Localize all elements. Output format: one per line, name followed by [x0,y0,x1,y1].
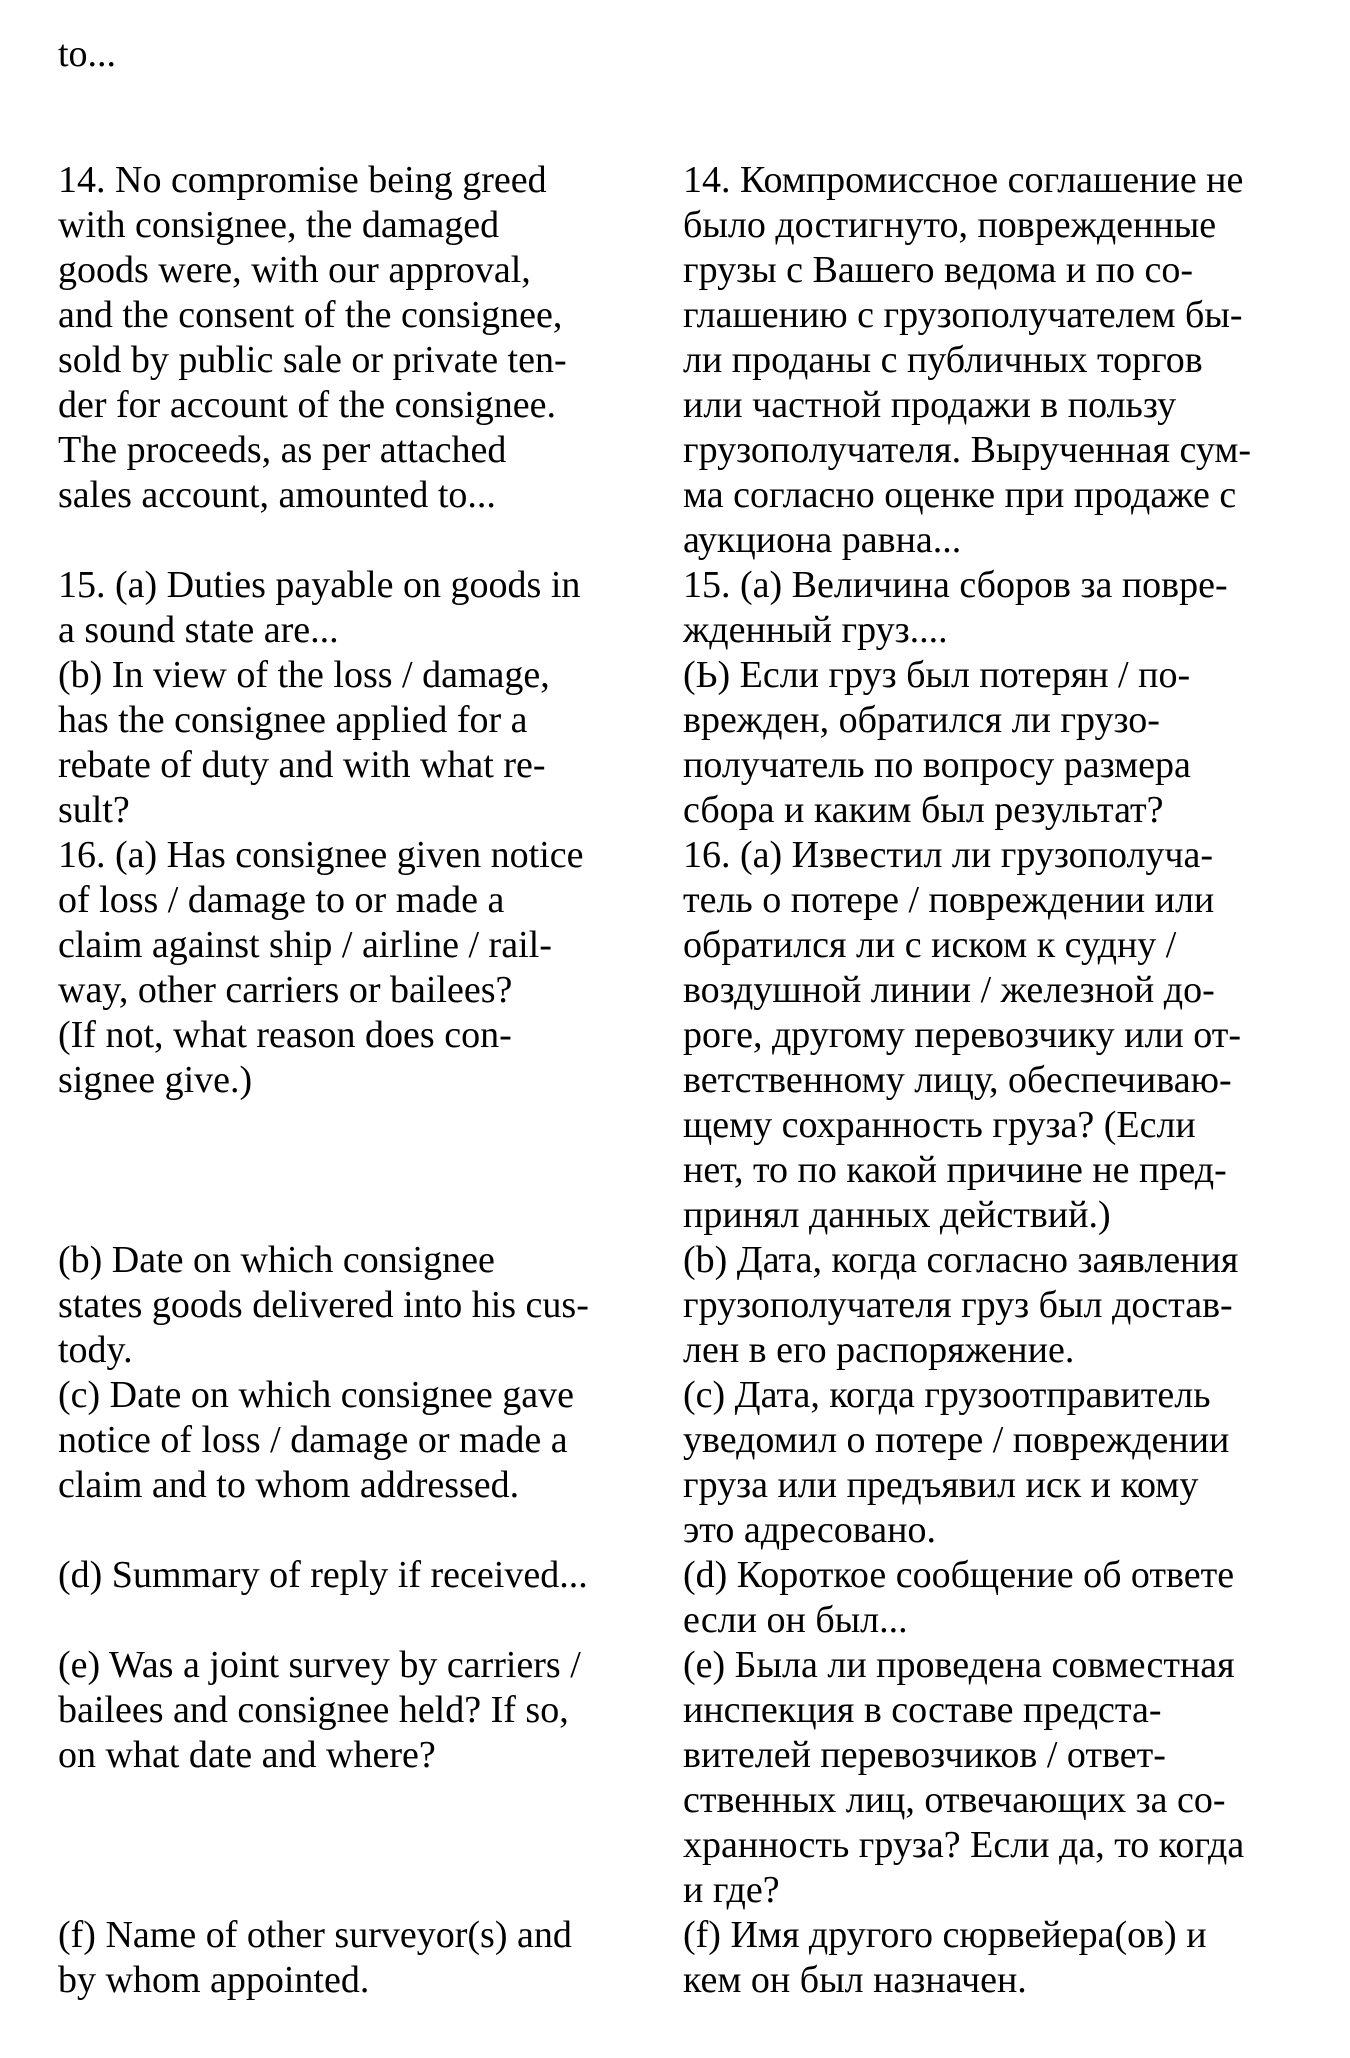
text-line: goods were, with our approval, [58,249,531,291]
text-line: claim against ship / airline / rail- [58,924,552,966]
text-line: грузополучателя груз был достав- [683,1284,1233,1326]
english-column [58,833,678,1103]
text-line: 14. No compromise being greed [58,159,547,201]
russian-column [683,563,1333,653]
text-line: 15. (а) Величина сборов за повре- [683,564,1228,606]
text-line: (d) Короткое сообщение об ответе [683,1554,1235,1596]
text-line: (с) Дата, когда грузоотправитель [683,1374,1211,1416]
text-line: инспекция в составе предста- [683,1689,1162,1731]
text-line: (f) Имя другого сюрвейера(ов) и [683,1914,1207,1956]
english-column [58,1373,678,1508]
text-line: sult? [58,789,130,831]
text-line: 15. (a) Duties payable on goods in [58,564,581,606]
russian-column [683,1643,1333,1913]
text-line: (Ь) Если груз был потерян / по- [683,654,1191,696]
text-line: грузы с Вашего ведома и по со- [683,249,1194,291]
text-line: states goods delivered into his cus- [58,1284,589,1326]
intro-text: to... [58,33,117,75]
text-line: тель о потере / повреждении или [683,879,1215,921]
text-line: ветственному лицу, обеспечиваю- [683,1059,1232,1101]
text-line: или частной продажи в пользу [683,384,1177,426]
text-line: (b) Date on which consignee [58,1239,495,1281]
text-line: щему сохранность груза? (Если [683,1104,1196,1146]
text-line: груза или предъявил иск и кому [683,1464,1199,1506]
text-line: (е) Была ли проведена совместная [683,1644,1235,1686]
text-line: (b) Дата, когда согласно заявления [683,1239,1239,1281]
text-line: обратился ли с иском к судну / [683,924,1177,966]
text-line: tody. [58,1329,133,1371]
text-line: 14. Компромиссное соглашение не [683,159,1244,201]
text-line: and the consent of the consignee, [58,294,563,336]
text-line: (c) Date on which consignee gave [58,1374,574,1416]
english-column [58,1238,678,1373]
text-line: notice of loss / damage or made a [58,1419,568,1461]
text-line: ственных лиц, отвечающих за со- [683,1779,1226,1821]
text-line: аукциона равна... [683,519,962,561]
text-line: way, other carriers or bailees? [58,969,513,1011]
text-line: with consignee, the damaged [58,204,500,246]
text-line: если он был... [683,1599,908,1641]
text-line: a sound state are... [58,609,339,651]
russian-column [683,1913,1333,2003]
text-line: глашению с грузополучателем бы- [683,294,1243,336]
russian-column [683,1238,1333,1373]
russian-column [683,1373,1333,1553]
text-line: роге, другому перевозчику или от- [683,1014,1242,1056]
text-line: уведомил о потере / повреждении [683,1419,1230,1461]
text-line: и где? [683,1869,780,1911]
text-line: bailees and consignee held? If so, [58,1689,569,1731]
text-line: ли проданы с публичных торгов [683,339,1203,381]
text-line: получатель по вопросу размера [683,744,1191,786]
english-column [58,1643,678,1778]
text-line: of loss / damage to or made a [58,879,505,921]
russian-column [683,158,1333,563]
text-line: принял данных действий.) [683,1194,1111,1236]
text-line: воздушной линии / железной до- [683,969,1215,1011]
text-line: (If not, what reason does con- [58,1014,512,1056]
text-line: (e) Was a joint survey by carriers / [58,1644,581,1686]
text-line: кем он был назначен. [683,1959,1027,2001]
text-line: 16. (a) Has consignee given notice [58,834,584,876]
text-line: 16. (а) Известил ли грузополуча- [683,834,1214,876]
text-line: sold by public sale or private ten- [58,339,567,381]
text-line: сбора и каким был результат? [683,789,1164,831]
english-column [58,1553,678,1598]
text-line: лен в его распоряжение. [683,1329,1075,1371]
text-line: has the consignee applied for a [58,699,528,741]
text-line: грузополучателя. Вырученная сум- [683,429,1252,471]
russian-column [683,1553,1333,1643]
russian-column [683,833,1333,1238]
text-line: (b) In view of the loss / damage, [58,654,550,696]
text-line: rebate of duty and with what re- [58,744,546,786]
russian-column [683,653,1333,833]
text-line: ма согласно оценке при продаже с [683,474,1237,516]
text-line: вителей перевозчиков / ответ- [683,1734,1166,1776]
english-column [58,563,678,653]
text-line: хранность груза? Если да, то когда [683,1824,1245,1866]
text-line: sales account, amounted to... [58,474,496,516]
text-line: by whom appointed. [58,1959,370,2001]
text-line: (f) Name of other surveyor(s) and [58,1914,572,1956]
english-column [58,1913,678,2003]
text-line: claim and to whom addressed. [58,1464,520,1506]
text-line: (d) Summary of reply if received... [58,1554,588,1596]
text-line: нет, то по какой причине не пред- [683,1149,1227,1191]
text-line: было достигнуто, поврежденные [683,204,1217,246]
text-line: signee give.) [58,1059,253,1101]
text-line: жденный груз.... [683,609,948,651]
text-line: der for account of the consignee. [58,384,557,426]
text-line: это адресовано. [683,1509,936,1551]
text-line: on what date and where? [58,1734,436,1776]
text-line: врежден, обратился ли грузо- [683,699,1160,741]
text-line: The proceeds, as per attached [58,429,507,471]
english-column [58,158,678,518]
english-column [58,653,678,833]
